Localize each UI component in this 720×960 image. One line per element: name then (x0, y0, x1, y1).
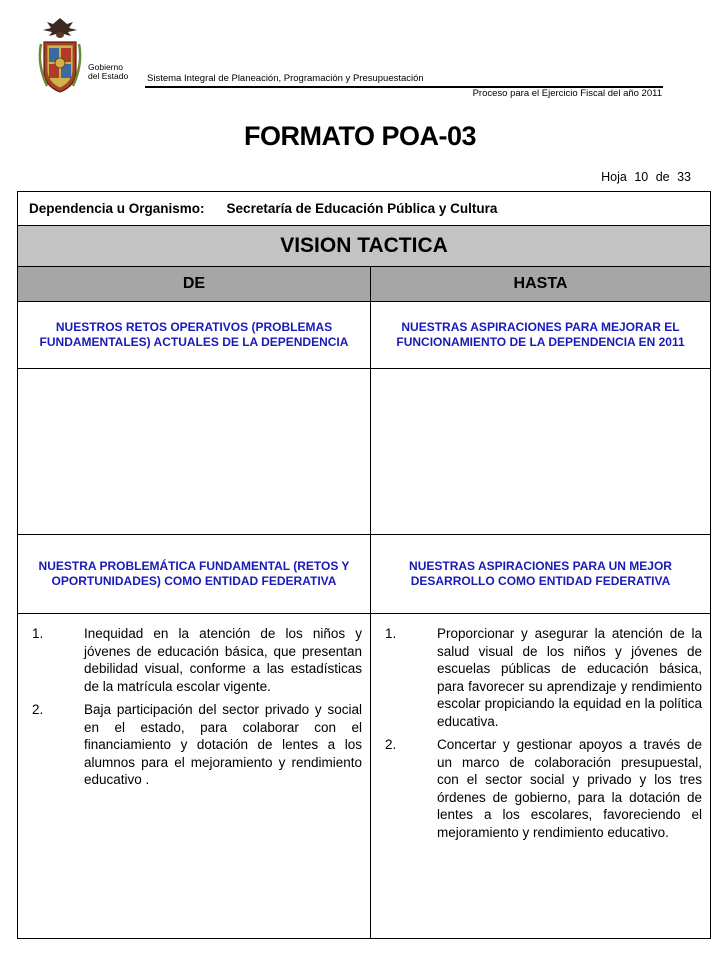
problematica-list (18, 614, 370, 789)
retos-operativos-content (18, 369, 371, 535)
page-of: de (655, 170, 670, 184)
problematica-heading: NUESTRA PROBLEMÁTICA FUNDAMENTAL (RETOS Y OPORTUNIDADES) COMO ENTIDAD FEDERATIVA (18, 535, 371, 614)
page-title: FORMATO POA-03 (243, 121, 477, 151)
list-item (32, 701, 362, 789)
gobierno-label (88, 63, 128, 81)
aspiraciones-list (371, 614, 710, 841)
dependency-label: Dependencia u Organismo: (29, 201, 205, 216)
dependency-value: Secretaría de Educación Pública y Cultura (226, 201, 498, 216)
page-number (601, 170, 691, 184)
list-item (385, 625, 702, 730)
page-current: 10 (634, 170, 649, 184)
aspiraciones-dependencia-content (371, 369, 711, 535)
gobierno-line-1: Gobierno (88, 62, 123, 72)
section-title: VISION TACTICA (18, 226, 711, 267)
column-header-hasta: HASTA (371, 267, 711, 302)
column-header-de: DE (18, 267, 371, 302)
retos-operativos-heading: NUESTROS RETOS OPERATIVOS (PROBLEMAS FUNDAMENTALES) ACTUALES DE LA DEPENDENCIA (18, 302, 371, 369)
list-item (32, 625, 362, 695)
item-text: Baja participación del sector privado y social en el estado, para colaborar con el financiamiento y dotación de lentes a los alumnos para el mejoramiento y rendimiento educativo . (84, 702, 362, 787)
state-seal-logo (35, 14, 85, 98)
aspiraciones-entidad-content (371, 614, 711, 939)
item-number: 1. (32, 626, 44, 641)
gobierno-line-2: del Estado (88, 71, 129, 81)
item-text: Inequidad en la atención de los niños y jóvenes de educación básica, que presentan debilidad visual, conforme a las estadísticas de la matrícula escolar vigente. (84, 626, 362, 694)
item-text: Proporcionar y asegurar la atención de la salud visual de los niños y jóvenes de escuelas públicas de educación básica, para favorecer su aprendizaje y rendimiento escolar propiciando la equidad en la política educativa. (437, 626, 703, 729)
page-label: Hoja (601, 170, 627, 184)
aspiraciones-entidad-heading: NUESTRAS ASPIRACIONES PARA UN MEJOR DESARROLLO COMO ENTIDAD FEDERATIVA (371, 535, 711, 614)
item-number: 2. (385, 737, 397, 752)
page-total: 33 (677, 170, 691, 184)
system-name: Sistema Integral de Planeación, Programación y Presupuestación (147, 73, 424, 84)
dependency-row (18, 192, 711, 226)
list-item (385, 736, 702, 841)
item-number: 2. (32, 702, 44, 717)
poa-table (17, 191, 711, 939)
item-text: Concertar y gestionar apoyos a través de un marco de colaboración presupuestal, con el sector social y privado y los tres órdenes de gobierno, para la dotación de lentes a los escolares, favoreciendo el mejoramiento y rendimiento educativo. (437, 737, 703, 840)
item-number: 1. (385, 626, 397, 641)
problematica-content (18, 614, 371, 939)
fiscal-process: Proceso para el Ejercicio Fiscal del año 2011 (472, 88, 662, 99)
aspiraciones-dependencia-heading: NUESTRAS ASPIRACIONES PARA MEJORAR EL FUNCIONAMIENTO DE LA DEPENDENCIA EN 2011 (371, 302, 711, 369)
